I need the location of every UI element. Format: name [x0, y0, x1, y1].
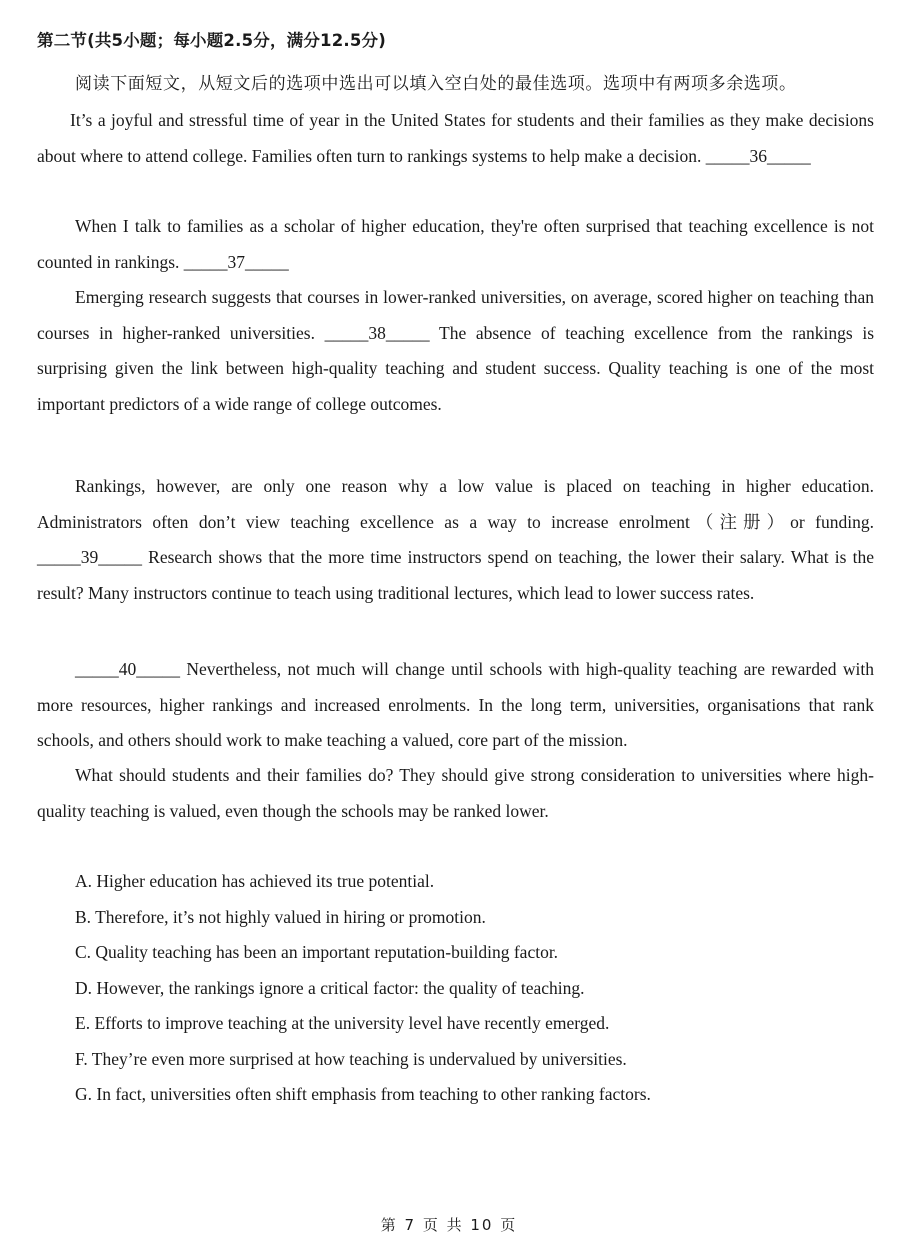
- option-e: E. Efforts to improve teaching at the university level have recently emerged.: [75, 1013, 610, 1033]
- option-d: D. However, the rankings ignore a critical factor: the quality of teaching.: [75, 977, 585, 998]
- blank-40: _____40_____: [75, 659, 180, 679]
- passage-paragraph-1: [37, 103, 874, 174]
- passage-text: Nevertheless, not much will change until schools with high-quality teaching are rewarded with more resources, higher rankings and increased enrolments. In the long term, universities, organisations that rank schools, and others should work to make teaching a valued, core part of the mission.: [37, 659, 875, 750]
- option-g: G. In fact, universities often shift emphasis from teaching to other ranking factors.: [75, 1084, 651, 1104]
- section-title: 第二节(共5小题；每小题2.5分，满分12.5分): [37, 31, 387, 50]
- passage-paragraph-2: [37, 209, 874, 280]
- passage-text: When I talk to families as a scholar of higher education, they're often surprised that teaching excellence is not counted in rankings.: [37, 216, 874, 272]
- option-c: C. Quality teaching has been an important reputation-building factor.: [75, 942, 559, 962]
- passage-text: Research shows that the more time instructors spend on teaching, the lower their salary. What is the result? Many instructors continue to teach using traditional lectures, which lead to lower success rates.: [37, 547, 874, 603]
- instruction-text: 阅读下面短文，从短文后的选项中选出可以填入空白处的最佳选项。选项中有两项多余选项。: [75, 74, 797, 94]
- passage-paragraph-6: [37, 758, 874, 829]
- blank-38: _____38_____: [324, 322, 430, 343]
- passage-text: Rankings, however, are only one reason why a low value is placed on teaching in higher education. Administrators often don’t view teaching excellence as a way to increase enrolment（注册）or funding.: [37, 476, 874, 532]
- passage-text: Emerging research suggests that courses in lower-ranked universities, on average, scored higher on teaching than courses in higher-ranked universities.: [37, 287, 874, 343]
- blank-39: _____39_____: [37, 547, 142, 567]
- passage-text: It’s a joyful and stressful time of year in the United States for students and their families as they make decisions about where to attend college. Families often turn to rankings systems to help make a decision.: [37, 110, 874, 166]
- passage-paragraph-4: [37, 469, 874, 611]
- passage-paragraph-5: [37, 652, 874, 759]
- page-footer: 第 7 页 共 10 页: [380, 1216, 518, 1234]
- passage-paragraph-3: [37, 280, 874, 422]
- answer-options: [75, 864, 651, 1113]
- option-b: B. Therefore, it’s not highly valued in hiring or promotion.: [75, 906, 486, 927]
- passage-text: The absence of teaching excellence from the rankings is surprising given the link between high-quality teaching and student success. Quality teaching is one of the most important predictors of a wide range of college outcomes.: [37, 322, 875, 414]
- passage-text: What should students and their families do? They should give strong consideration to universities where high-quality teaching is valued, even though the schools may be ranked lower.: [37, 765, 874, 821]
- option-a: A. Higher education has achieved its true potential.: [75, 871, 435, 891]
- blank-36: _____36_____: [705, 145, 811, 166]
- option-f: F. They’re even more surprised at how teaching is undervalued by universities.: [75, 1048, 627, 1069]
- blank-37: _____37_____: [183, 251, 289, 272]
